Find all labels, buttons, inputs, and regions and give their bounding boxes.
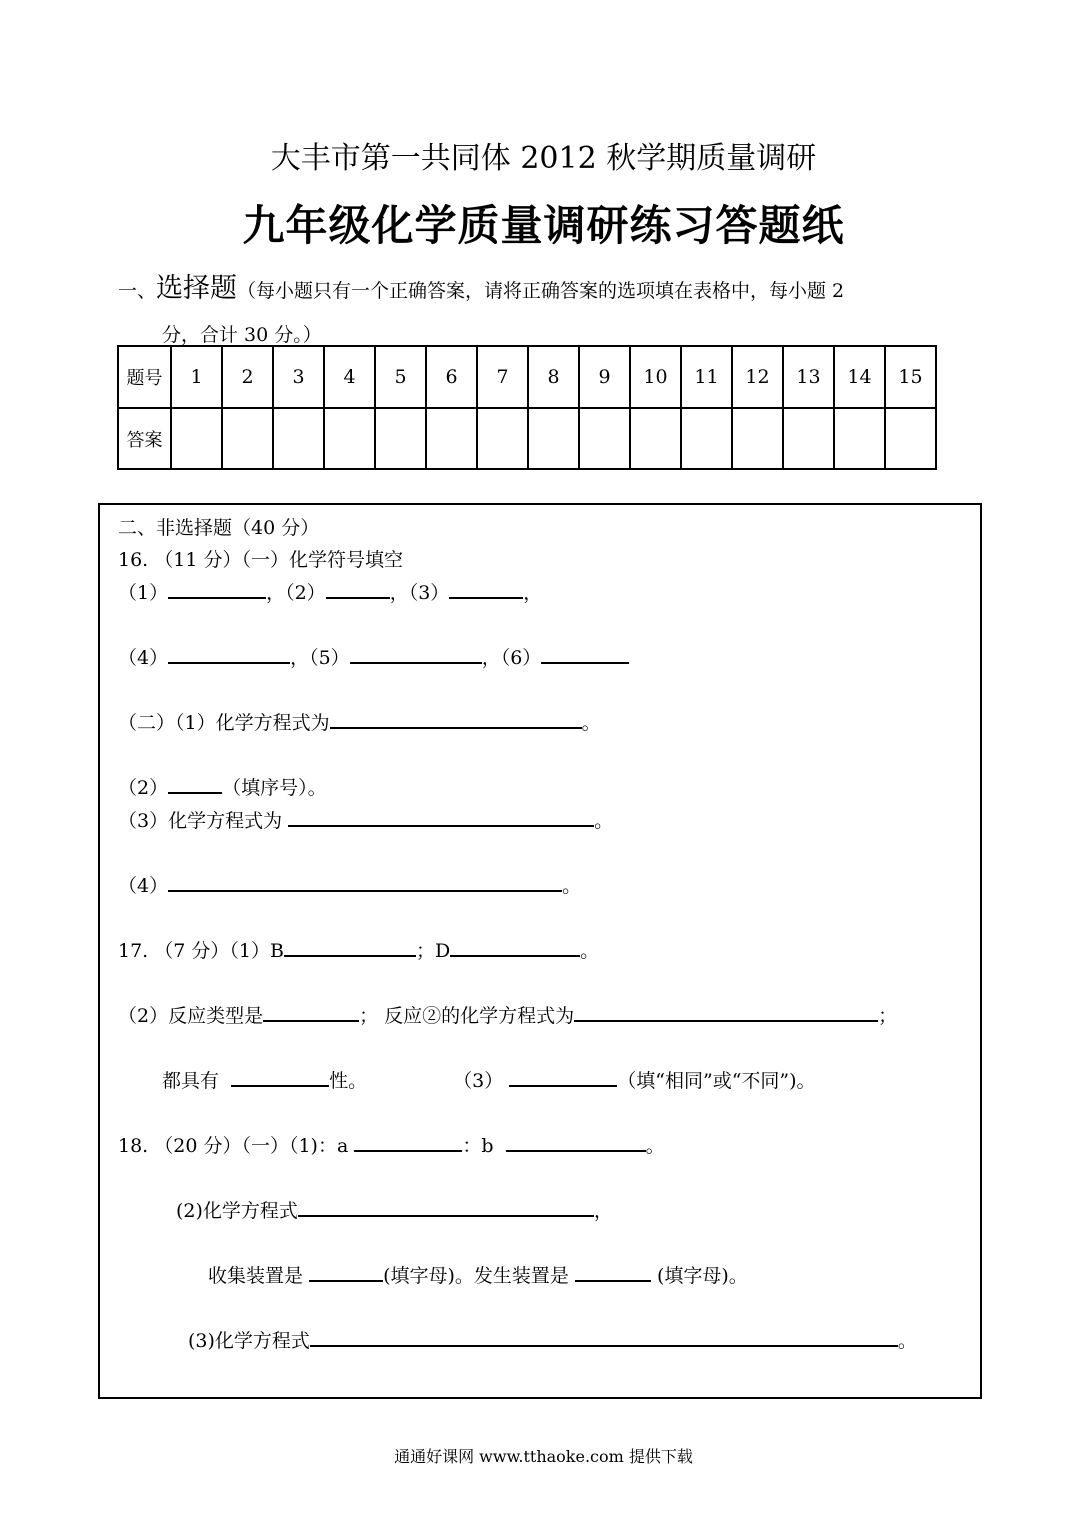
q17-property-blank[interactable] xyxy=(231,1067,329,1087)
q17-part3-blank[interactable] xyxy=(509,1067,617,1087)
q18-blank-b[interactable] xyxy=(506,1132,646,1152)
question-number: 11 xyxy=(681,346,732,408)
q16-ii-3-label: （3）化学方程式为 xyxy=(118,810,283,832)
question-number: 1 xyxy=(171,346,222,408)
q16-label-4: （4） xyxy=(118,647,169,669)
row-label-answer: 答案 xyxy=(118,408,171,469)
q18-b-label: ：b xyxy=(462,1135,494,1157)
answer-cell[interactable] xyxy=(171,408,222,469)
answer-cell[interactable] xyxy=(834,408,885,469)
q16-ii-2 xyxy=(118,773,327,800)
question-number: 8 xyxy=(528,346,579,408)
exam-title: 大丰市第一共同体 2012 秋学期质量调研 xyxy=(270,141,817,176)
row-label-number: 题号 xyxy=(118,346,171,408)
answer-cell[interactable] xyxy=(375,408,426,469)
q17-property-label: 都具有 xyxy=(162,1070,220,1092)
q16-label-1: （1） xyxy=(118,582,169,604)
q16-ii-3-end: 。 xyxy=(594,810,614,832)
q18-eq3-label: (3)化学方程式 xyxy=(188,1330,310,1352)
question-number: 13 xyxy=(783,346,834,408)
q16-label-3: ，（3） xyxy=(389,582,450,604)
q18-line2-end: ， xyxy=(593,1200,613,1222)
q17-line2-end: ； xyxy=(878,1005,898,1027)
q17-equation-blank[interactable] xyxy=(574,1002,878,1022)
question-number-row xyxy=(118,346,936,408)
section1-instruction: （每小题只有一个正确答案，请将正确答案的选项填在表格中，每小题 2 xyxy=(237,280,845,302)
footer-source: 通通好课网 www.tthaoke.com 提供下载 xyxy=(394,1447,693,1466)
q16-ii-1-end: 。 xyxy=(581,712,601,734)
answer-cell[interactable] xyxy=(885,408,936,469)
q16-label-2: ，（2） xyxy=(266,582,326,604)
answer-cell[interactable] xyxy=(528,408,579,469)
answer-cell[interactable] xyxy=(732,408,783,469)
q18-collect-label: 收集装置是 xyxy=(208,1265,304,1287)
q17-reaction-type-label: （2）反应类型是 xyxy=(118,1005,264,1027)
question-number: 14 xyxy=(834,346,885,408)
answer-cell[interactable] xyxy=(579,408,630,469)
q16-ii-4-end: 。 xyxy=(562,875,582,897)
q16-line1-end: ， xyxy=(523,582,543,604)
q17-blank-b[interactable] xyxy=(284,937,416,957)
answer-sheet-title: 九年级化学质量调研练习答题纸 xyxy=(242,201,845,250)
question-number: 4 xyxy=(324,346,375,408)
q16-title: 16. （11 分）（一）化学符号填空 xyxy=(118,549,403,571)
q16-ii-4-blank[interactable] xyxy=(168,872,562,892)
q18-line4-end: 。 xyxy=(897,1330,917,1352)
q16-blank-1[interactable] xyxy=(168,579,266,599)
q18-eq3-blank[interactable] xyxy=(310,1327,898,1347)
question-number: 15 xyxy=(885,346,936,408)
q16-ii-2-label: （2） xyxy=(118,777,169,799)
answer-cell[interactable] xyxy=(273,408,324,469)
q18-collect-blank[interactable] xyxy=(309,1262,383,1282)
answer-cell[interactable] xyxy=(681,408,732,469)
q16-blank-2[interactable] xyxy=(326,579,390,599)
q18-generate-hint: (填字母)。 xyxy=(656,1265,748,1287)
question-number: 7 xyxy=(477,346,528,408)
q17-title: 17. （7 分）（1）B xyxy=(118,940,284,962)
q16-blank-3[interactable] xyxy=(449,579,523,599)
q16-ii-1 xyxy=(118,708,601,735)
q16-ii-3 xyxy=(118,806,613,833)
q17-equation-label: ； 反应②的化学方程式为 xyxy=(359,1005,575,1027)
q17-line3 xyxy=(162,1066,816,1093)
q16-line1 xyxy=(118,578,542,605)
q16-label-6: ，（6） xyxy=(481,647,542,669)
q17-line2 xyxy=(118,1001,897,1028)
q18-line2 xyxy=(176,1196,613,1223)
q16-label-5: ，（5） xyxy=(290,647,350,669)
section2-heading: 二、非选择题（40 分） xyxy=(118,517,320,539)
q16-ii-4-label: （4） xyxy=(118,875,169,897)
q17-blank-d[interactable] xyxy=(450,937,580,957)
q18-line3 xyxy=(208,1261,748,1288)
answer-cell[interactable] xyxy=(222,408,273,469)
q17-part3-hint: （填“相同”或“不同”)。 xyxy=(617,1070,816,1092)
q16-blank-4[interactable] xyxy=(168,644,290,664)
question-number: 6 xyxy=(426,346,477,408)
q16-ii-1-label: （二）（1）化学方程式为 xyxy=(118,712,330,734)
question-number: 2 xyxy=(222,346,273,408)
question-number: 12 xyxy=(732,346,783,408)
q16-blank-5[interactable] xyxy=(350,644,482,664)
q16-blank-6[interactable] xyxy=(541,644,629,664)
q18-line1 xyxy=(118,1131,665,1158)
answer-cell[interactable] xyxy=(783,408,834,469)
q17-line1-end: 。 xyxy=(580,940,600,962)
q17-reaction-type-blank[interactable] xyxy=(263,1002,359,1022)
answer-cell[interactable] xyxy=(630,408,681,469)
question-number: 3 xyxy=(273,346,324,408)
answer-cell[interactable] xyxy=(477,408,528,469)
q18-generate-label: (填字母)。发生装置是 xyxy=(383,1265,569,1287)
q16-ii-1-blank[interactable] xyxy=(330,709,582,729)
q18-blank-a[interactable] xyxy=(354,1132,462,1152)
q16-ii-4 xyxy=(118,871,581,898)
q17-line1 xyxy=(118,936,599,963)
section1-prefix: 一、 xyxy=(118,280,157,302)
section1-title: 选择题 xyxy=(156,273,238,304)
q16-line2 xyxy=(118,643,629,670)
section1-instruction-cont: 分，合计 30 分。） xyxy=(162,324,322,346)
q18-equation-blank[interactable] xyxy=(298,1197,594,1217)
q18-title: 18. （20 分）（一）（1)：a xyxy=(118,1135,349,1157)
q16-ii-3-blank[interactable] xyxy=(288,807,594,827)
question-number: 10 xyxy=(630,346,681,408)
q18-equation-label: (2)化学方程式 xyxy=(176,1200,298,1222)
section2-box xyxy=(98,503,982,1399)
q18-generate-blank[interactable] xyxy=(575,1262,651,1282)
question-number: 5 xyxy=(375,346,426,408)
section1-heading xyxy=(118,266,844,305)
q16-ii-2-blank[interactable] xyxy=(168,774,222,794)
q18-line1-end: 。 xyxy=(645,1135,665,1157)
answer-row xyxy=(118,408,936,469)
answer-table xyxy=(117,345,937,470)
answer-cell[interactable] xyxy=(324,408,375,469)
q17-d-label: ；D xyxy=(415,940,451,962)
q16-ii-2-end: （填序号）。 xyxy=(222,777,327,799)
answer-cell[interactable] xyxy=(426,408,477,469)
q17-part3-label: （3） xyxy=(453,1070,504,1092)
q17-property-end: 性。 xyxy=(329,1070,368,1092)
q18-line4 xyxy=(188,1326,917,1353)
question-number: 9 xyxy=(579,346,630,408)
